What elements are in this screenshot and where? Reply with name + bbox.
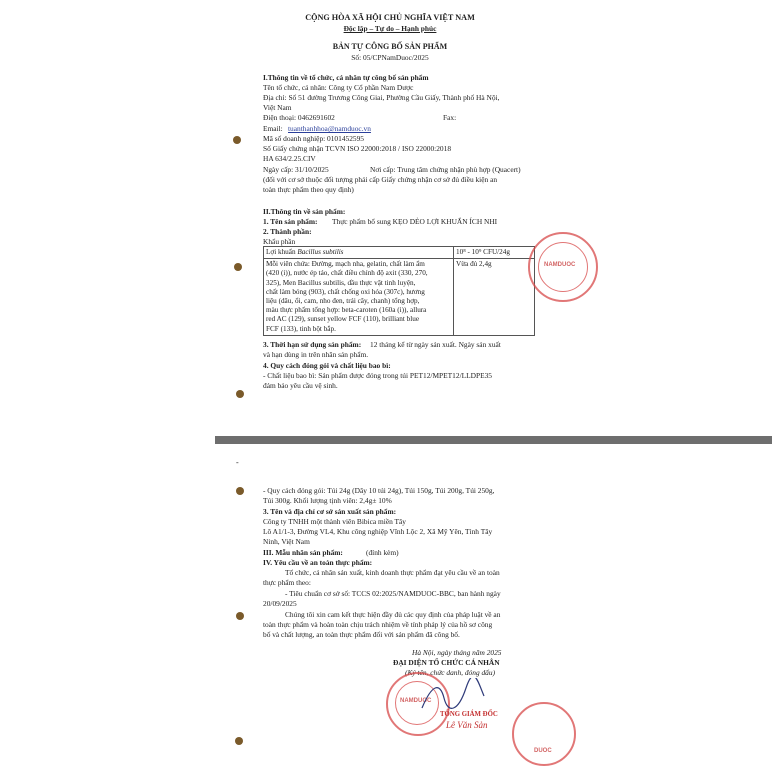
shelf-life-text: và hạn dùng in trên nhãn sản phẩm. — [263, 350, 369, 359]
note-line: toàn thực phẩm theo quy định) — [263, 185, 354, 194]
page-divider — [215, 436, 772, 444]
row2-line: liệu (dâu, ổi, cam, nho đen, trái cây, chanh) tổng hợp, — [266, 297, 420, 306]
section-2-title: II.Thông tin về sản phẩm: — [263, 207, 346, 216]
document-title: BẢN TỰ CÔNG BỐ SẢN PHẨM — [332, 42, 448, 51]
packaging-line: đảm bảo yêu cầu vệ sinh. — [263, 381, 338, 390]
email-link[interactable]: tuanthanhhoa@namduoc.vn — [288, 124, 371, 133]
table-row — [264, 259, 535, 336]
row2-line: (420 (i)), nước ép táo, chất điều chỉnh độ axit (330, 270, — [266, 269, 428, 278]
binder-hole-mark — [233, 136, 241, 144]
stray-mark: - — [236, 458, 239, 467]
section-4-title: IV. Yêu cầu về an toàn thực phẩm: — [263, 558, 373, 567]
maker-line: Lô A1/1-3, Đường VL4, Khu công nghiệp Vĩnh Lộc 2, Xã Mỹ Yên, Tỉnh Tây — [263, 527, 493, 536]
national-header: CỘNG HÒA XÃ HỘI CHỦ NGHĨA VIỆT NAM — [305, 13, 475, 22]
requirement-line: Tổ chức, cá nhân sản xuất, kinh doanh thực phẩm đạt yêu cầu về an toàn — [285, 568, 500, 577]
product-name: Thực phẩm bổ sung KẸO DẺO LỢI KHUẨN ÍCH NHI — [332, 217, 498, 226]
label-sample-note: (đính kèm) — [366, 548, 399, 557]
binder-hole-mark — [234, 263, 242, 271]
table-cell — [264, 247, 454, 259]
issuer: Nơi cấp: Trung tâm chứng nhận phù hợp (Quacert) — [370, 165, 521, 174]
fax: Fax: — [443, 113, 457, 122]
table-cell — [264, 259, 454, 336]
document-number: Số: 05/CPNamDuoc/2025 — [351, 53, 429, 62]
iso-certificate: Số Giấy chứng nhận TCVN ISO 22000:2018 / ISO 22000:2018 — [263, 144, 452, 153]
national-motto: Độc lập – Tự do – Hạnh phúc — [343, 24, 437, 33]
document-page-2 — [0, 444, 772, 772]
binder-hole-mark — [236, 487, 244, 495]
corner-brand-text: DUOC — [534, 748, 552, 754]
address-line: Địa chỉ: Số 51 đường Trương Công Giai, Phường Cầu Giấy, Thành phố Hà Nội, — [263, 93, 500, 102]
representative-note: (Ký tên, chức danh, đóng dấu) — [405, 668, 496, 677]
partial-seal-stamp — [528, 232, 598, 302]
address-line: Việt Nam — [263, 103, 292, 112]
requirement-line: 20/09/2025 — [263, 599, 297, 608]
row2-line: 325), Men Bacillus subtilis, dầu thực vật tinh luyện, — [266, 278, 416, 287]
commitment-line: toàn thực phẩm và hoàn toàn chịu trách nhiệm về tính pháp lý của hồ sơ công — [263, 620, 493, 629]
row1-italic: Bacillus subtilis — [297, 248, 344, 256]
row2-line: Mỗi viên chứa: Đường, mạch nha, gelatin, chất làm ẩm — [266, 260, 425, 269]
packaging-label: 4. Quy cách đóng gói và chất liệu bao bì: — [263, 361, 391, 370]
row2-line: FCF (133), tinh bột bắp. — [266, 324, 336, 333]
row1-prefix: Lợi khuẩn — [266, 248, 296, 256]
seal-brand-text: NAMDUOC — [400, 698, 432, 704]
director-title: TỔNG GIÁM ĐỐC — [440, 711, 498, 718]
table-row — [264, 247, 535, 259]
maker-line: Ninh, Việt Nam — [263, 537, 310, 546]
product-name-label: 1. Tên sản phẩm: — [263, 217, 318, 226]
table-cell: Vừa đủ 2,4g — [454, 259, 535, 336]
requirement-line: - Tiêu chuẩn cơ sở số: TCCS 02:2025/NAMDUOC-BBC, ban hành ngày — [285, 589, 501, 598]
ha-code: HA 634/2.25.CIV — [263, 154, 316, 163]
director-name: Lê Văn Sản — [446, 720, 488, 730]
maker-line: Công ty TNHH một thành viên Bibica miền Tây — [263, 517, 407, 526]
shelf-life-text: 12 tháng kể từ ngày sản xuất. Ngày sản xuất — [370, 340, 501, 349]
packaging-line: - Chất liệu bao bì: Sản phẩm được đóng trong túi PET12/MPET12/LLDPE35 — [263, 371, 492, 380]
corner-seal — [512, 702, 576, 766]
section-1-title: I.Thông tin về tổ chức, cá nhân tự công bố sản phẩm — [263, 73, 429, 82]
binder-hole-mark — [236, 612, 244, 620]
row2-line: red AC (129), sunset yellow FCF (110), brilliant blue — [266, 315, 420, 324]
row2-line: chất làm bóng (903), chất chống oxi hóa (307c), hương — [266, 287, 425, 296]
table-cell: 10⁸ - 10⁹ CFU/24g — [454, 247, 535, 259]
commitment-line: bố và chất lượng, an toàn thực phẩm đối với sản phẩm đã công bố. — [263, 630, 460, 639]
note-line: (đối với cơ sở thuộc đối tượng phải cấp Giấy chứng nhận cơ sở đủ điều kiện an — [263, 175, 498, 184]
section-3-title: 3. Tên và địa chỉ cơ sở sản xuất sản phẩm: — [263, 507, 397, 516]
row2-line: màu thực phẩm tổng hợp: beta-caroten (160a (i)), allura — [266, 306, 427, 315]
signing-date: Hà Nội, ngày tháng năm 2025 — [412, 648, 502, 657]
shelf-life-label: 3. Thời hạn sử dụng sản phẩm: — [263, 340, 362, 349]
binder-hole-mark — [235, 737, 243, 745]
phone: Điện thoại: 0462691602 — [263, 113, 335, 122]
tax-code: Mã số doanh nghiệp: 0101452595 — [263, 134, 364, 143]
issue-date: Ngày cấp: 31/10/2025 — [263, 165, 329, 174]
binder-hole-mark — [236, 390, 244, 398]
composition-sub: Khẩu phần — [263, 237, 296, 246]
label-sample: III. Mẫu nhãn sản phẩm: — [263, 548, 343, 557]
composition-label: 2. Thành phần: — [263, 227, 312, 236]
pack-spec-line: Túi 300g. Khối lượng tịnh viên: 2,4g± 10% — [263, 496, 392, 505]
commitment-line: Chúng tôi xin cam kết thực hiện đầy đủ các quy định của pháp luật về an — [285, 610, 501, 619]
email-label: Email: — [263, 124, 283, 133]
pack-spec-line: - Quy cách đóng gói: Túi 24g (Dây 10 túi 24g), Túi 150g, Túi 200g, Túi 250g, — [263, 486, 495, 495]
representative-title: ĐẠI DIỆN TỔ CHỨC CÁ NHÂN — [393, 658, 500, 667]
stamp-brand-text: NAMDUOC — [544, 262, 576, 268]
requirement-line: thực phẩm theo: — [263, 578, 311, 587]
org-name: Tên tổ chức, cá nhân: Công ty Cổ phần Nam Dược — [263, 83, 414, 92]
composition-table — [263, 246, 535, 336]
